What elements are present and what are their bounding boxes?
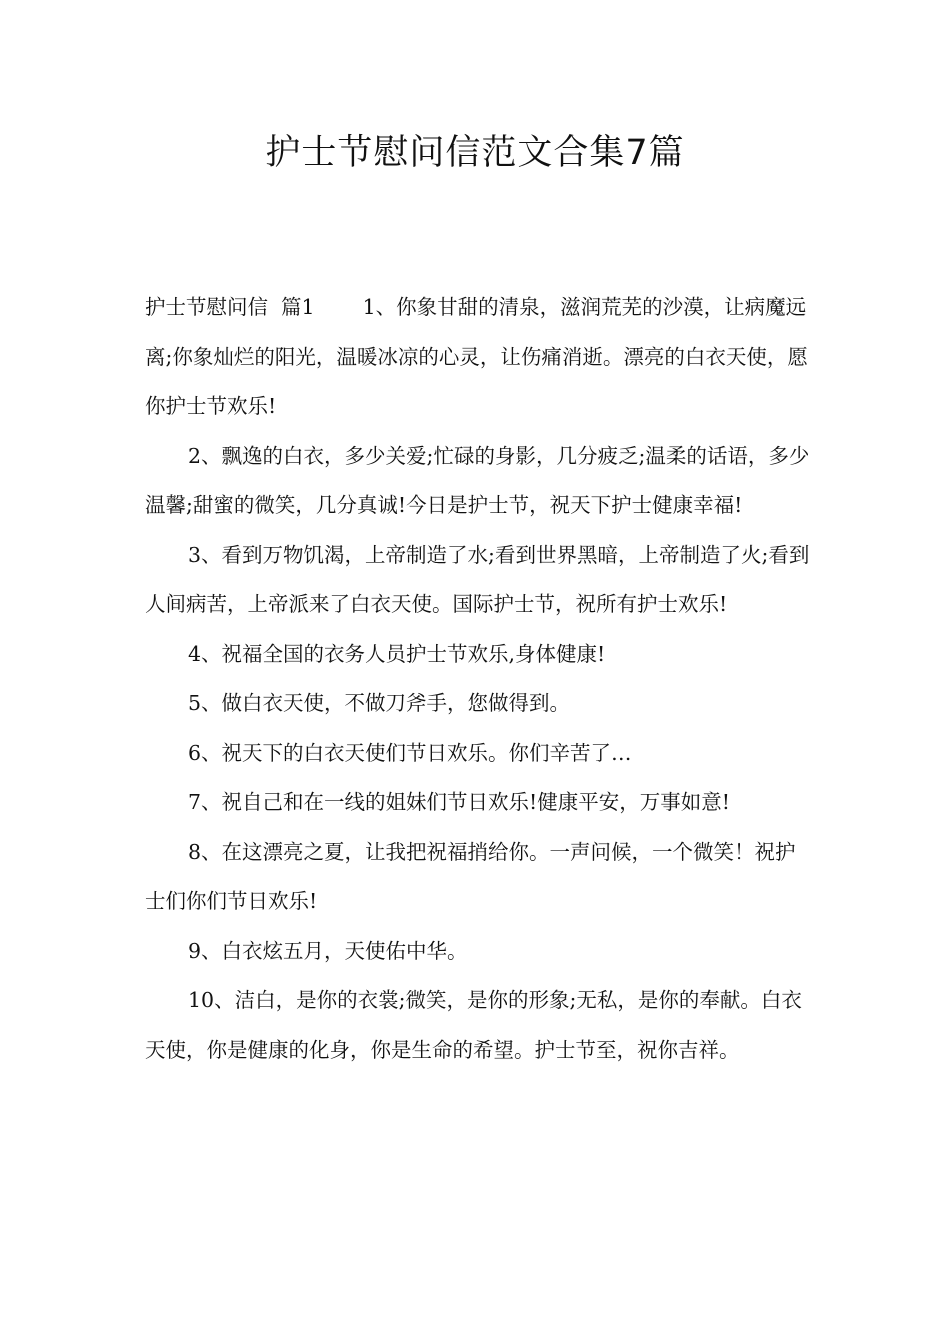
paragraph-9: 9、白衣炫五月，天使佑中华。 <box>188 938 468 963</box>
paragraph-10: 10、洁白，是你的衣裳;微笑，是你的形象;无私，是你的奉献。白衣天使，你是健康的化身，你是生命的希望。护士节至，祝你吉祥。 <box>145 988 802 1062</box>
paragraph-6: 6、祝天下的白衣天使们节日欢乐。你们辛苦了… <box>188 740 632 765</box>
paragraph-1 <box>145 283 813 432</box>
document-title: 护士节慰问信范文合集7篇 <box>265 133 685 173</box>
paragraph-5: 5、做白衣天使，不做刀斧手，您做得到。 <box>188 691 571 715</box>
document-body <box>145 283 813 1075</box>
paragraph-2: 2、飘逸的白衣，多少关爱;忙碌的身影，几分疲乏;温柔的话语，多少温馨;甜蜜的微笑，几分真诚!今日是护士节，祝天下护士健康幸福! <box>145 443 810 517</box>
paragraph-4: 4、祝福全国的衣务人员护士节欢乐,身体健康! <box>188 641 606 666</box>
section-label: 护士节慰问信 篇1 <box>145 295 315 319</box>
paragraph-7: 7、祝自己和在一线的姐妹们节日欢乐!健康平安，万事如意! <box>188 790 731 814</box>
paragraph-text: 1、你象甘甜的清泉，滋润荒芜的沙漠，让病魔远离;你象灿烂的阳光，温暖冰凉的心灵，让伤痛消逝。漂亮的白衣天使，愿你护士节欢乐! <box>145 295 808 418</box>
paragraph-3: 3、看到万物饥渴，上帝制造了水;看到世界黑暗，上帝制造了火;看到人间病苦，上帝派来了白衣天使。国际护士节，祝所有护士欢乐! <box>145 542 810 616</box>
paragraph-8: 8、在这漂亮之夏，让我把祝福捎给你。一声问候，一个微笑！祝护士们你们节日欢乐! <box>145 839 796 913</box>
